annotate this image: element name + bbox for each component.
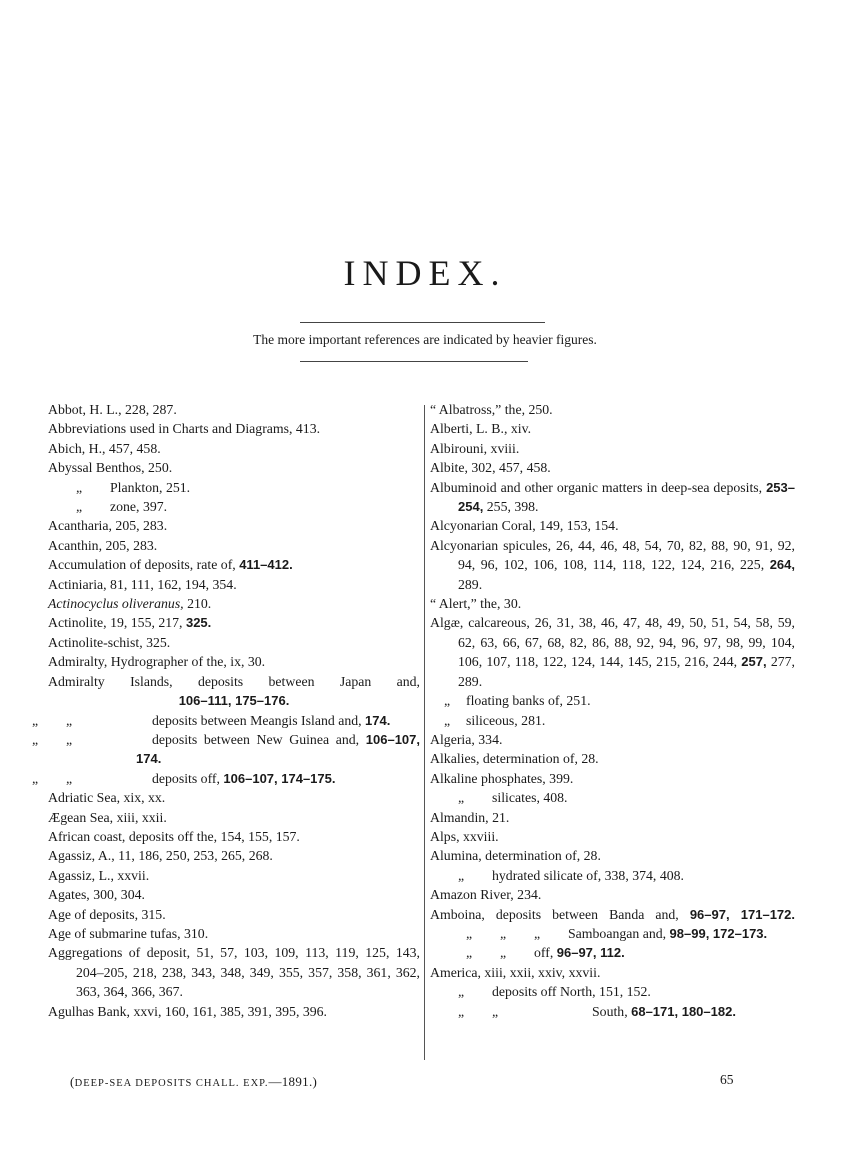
entry-america-north: „ deposits off North, 151, 152. [458, 984, 651, 1000]
ditto-mark: „ [76, 479, 83, 495]
entry-abbot: Abbot, H. L., 228, 287. [48, 402, 177, 417]
entry-accumulation: Accumulation of deposits, rate of, 411–412. [48, 557, 293, 573]
entry-agates: Agates, 300, 304. [48, 887, 145, 903]
entry-albatross: “ Albatross,” the, 250. [430, 402, 553, 417]
entry-acantharia: Acantharia, 205, 283. [48, 518, 168, 534]
entry-alps: Alps, xxviii. [430, 828, 499, 844]
entry-algae-siliceous: „ siliceous, 281. [444, 712, 546, 728]
entry-alumina-hydrated: „ hydrated silicate of, 338, 374, 408. [458, 867, 684, 883]
entry-alcyonarian-coral: Alcyonarian Coral, 149, 153, 154. [430, 518, 619, 534]
entry-alberti: Alberti, L. B., xiv. [430, 421, 532, 437]
entry-adriatic: Adriatic Sea, xix, xx. [48, 790, 166, 806]
entry-agassiz-l: Agassiz, L., xxvii. [48, 867, 150, 883]
page-footer: (DEEP-SEA DEPOSITS CHALL. EXP.—1891.) [70, 1074, 318, 1089]
entry-age-of-tufas: Age of submarine tufas, 310. [48, 925, 209, 941]
entry-abyssal-zone: „ zone, 397. [48, 497, 420, 516]
entry-aegean: Ægean Sea, xiii, xxii. [48, 809, 167, 825]
entry-abbreviations: Abbreviations used in Charts and Diagrams, 413. [48, 421, 321, 437]
index-column-right [430, 400, 795, 1021]
entry-alkaline-silicates: „ silicates, 408. [458, 790, 568, 806]
entry-alert: “ Alert,” the, 30. [430, 596, 522, 612]
entry-alumina: Alumina, determination of, 28. [430, 848, 601, 864]
entry-amboina: Amboina, deposits between Banda and, 96–97, 171–172. [430, 906, 795, 922]
entry-admiralty-new-guinea: „ „ deposits between New Guinea and, 106–107, 174. [32, 731, 421, 767]
entry-alkaline-phosphates: Alkaline phosphates, 399. [430, 770, 574, 786]
entry-algeria: Algeria, 334. [430, 731, 503, 747]
entry-amboina-off: „ „ off, 96–97, 112. [466, 945, 625, 961]
entry-acanthin: Acanthin, 205, 283. [48, 537, 158, 553]
entry-algae: Algæ, calcareous, 26, 31, 38, 46, 47, 48, 49, 50, 51, 54, 58, 59, 62, 63, 66, 67, 68, 82, 86, 88, 92, 94, 96, 97, 98, 99, 104, 106, 107, 118, 122, 124, 144, 145, 215, 216, 244, 257, 277, 289. [430, 615, 796, 689]
entry-actinolite: Actinolite, 19, 155, 217, 325. [48, 615, 212, 631]
entry-albirouni: Albirouni, xviii. [430, 440, 520, 456]
entry-admiralty-off: „ „ deposits off, 106–107, 174–175. [32, 770, 336, 786]
page-number: 65 [720, 1072, 734, 1087]
ditto-mark: „ [76, 499, 83, 515]
entry-america: America, xiii, xxii, xxiv, xxvii. [430, 964, 601, 980]
entry-alcyonarian-spicules: Alcyonarian spicules, 26, 44, 46, 48, 54, 70, 82, 88, 90, 91, 92, 94, 96, 102, 106, 108, 114, 118, 122, 124, 216, 225, 264, 289. [430, 537, 796, 592]
entry-admiralty-hydrographer: Admiralty, Hydrographer of the, ix, 30. [48, 654, 266, 670]
entry-albuminoid: Albuminoid and other organic matters in deep-sea deposits, 253–254, 255, 398. [430, 479, 795, 515]
entry-almandin: Almandin, 21. [430, 809, 510, 825]
entry-agulhas: Agulhas Bank, xxvi, 160, 161, 385, 391, 395, 396. [48, 1003, 327, 1019]
entry-abich: Abich, H., 457, 458. [48, 440, 161, 456]
entry-aggregations: Aggregations of deposit, 51, 57, 103, 109, 113, 119, 125, 143, 204–205, 218, 238, 343, 348, 349, 355, 357, 358, 361, 362, 363, 364, 366, 367. [48, 945, 420, 1000]
entry-actiniaria: Actiniaria, 81, 111, 162, 194, 354. [48, 576, 237, 592]
column-divider [424, 405, 425, 1060]
entry-amboina-samboangan: „ „ „ Samboangan and, 98–99, 172–173. [466, 925, 768, 941]
entry-agassiz-a: Agassiz, A., 11, 186, 250, 253, 265, 268. [48, 848, 273, 864]
entry-african-coast: African coast, deposits off the, 154, 155, 157. [48, 828, 300, 844]
entry-abyssal-benthos: Abyssal Benthos, 250. [48, 460, 173, 476]
title-rule-top [300, 322, 545, 323]
entry-albite: Albite, 302, 457, 458. [430, 460, 551, 476]
index-column-left [32, 400, 421, 1021]
entry-actinolite-schist: Actinolite-schist, 325. [48, 634, 171, 650]
entry-amazon: Amazon River, 234. [430, 887, 542, 903]
index-note: The more important references are indicated by heavier figures. [253, 332, 597, 347]
footer-series: DEEP-SEA DEPOSITS CHALL. EXP. [74, 1078, 269, 1089]
page-title: INDEX. [343, 253, 507, 293]
entry-alkalies: Alkalies, determination of, 28. [430, 751, 599, 767]
title-rule-bottom [300, 361, 528, 362]
entry-admiralty-islands: Admiralty Islands, deposits between Japan and, 106–111, 175–176. [48, 673, 420, 709]
entry-algae-floating: „ floating banks of, 251. [444, 693, 591, 709]
entry-actinocyclus: Actinocyclus oliveranus, 210. [48, 596, 212, 612]
entry-abyssal-plankton: „ Plankton, 251. [48, 478, 420, 497]
entry-age-of-deposits: Age of deposits, 315. [48, 906, 166, 922]
entry-america-south: „ „ South, 68–171, 180–182. [458, 1003, 736, 1019]
entry-admiralty-meangis: „ „ deposits between Meangis Island and, 174. [32, 712, 391, 728]
